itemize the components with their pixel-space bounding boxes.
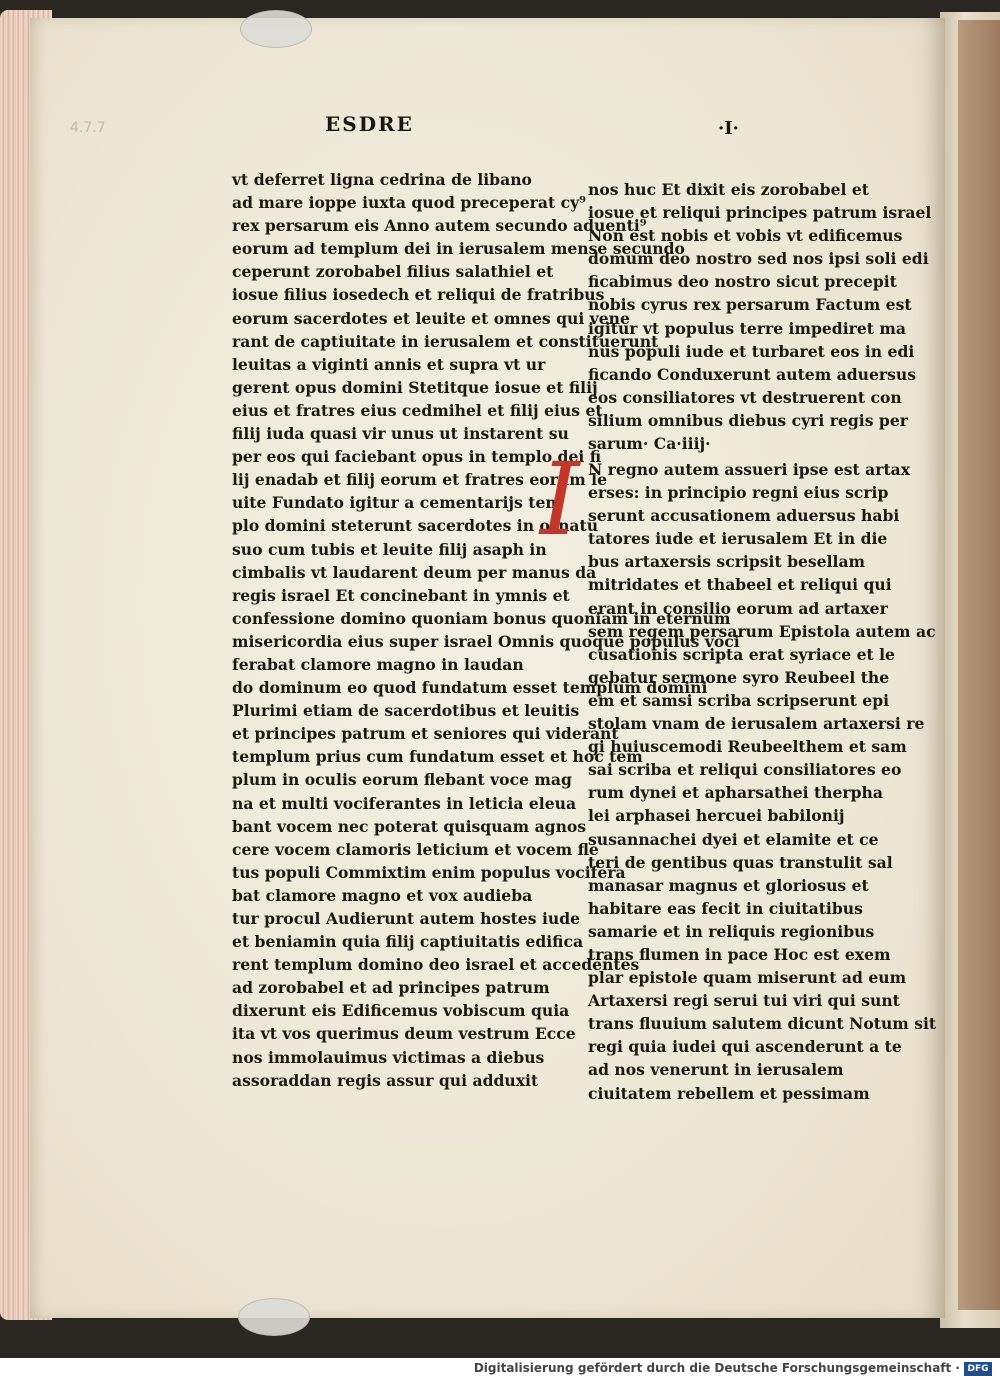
text-line: sai scriba et reliqui consiliatores eo xyxy=(588,760,902,780)
text-line: mitridates et thabeel et reliqui qui xyxy=(588,575,892,595)
text-line: leuitas a viginti annis et supra vt ur xyxy=(232,354,546,374)
text-line: ferabat clamore magno in laudan xyxy=(232,654,524,674)
text-line: nos huc Et dixit eis zorobabel et xyxy=(588,180,869,199)
text-line: Artaxersi regi serui tui viri qui sunt xyxy=(588,991,900,1011)
text-line: sem regem persarum Epistola autem ac xyxy=(588,621,936,641)
text-line: do dominum eo quod fundatum esset templum domini xyxy=(232,678,708,698)
text-line: trans flumen in pace Hoc est exem xyxy=(588,944,891,964)
text-line: rant de captiuitate in ierusalem et constituerunt xyxy=(232,331,659,351)
text-line: ceperunt zorobabel filius salathiel et xyxy=(232,262,554,282)
text-line: tus populi Commixtim enim populus vocifera xyxy=(232,862,626,882)
text-line: cusationis scripta erat syriace et le xyxy=(588,644,895,664)
footer-bar xyxy=(0,1358,1000,1380)
funding-credit: Digitalisierung gefördert durch die Deutsche Forschungsgemeinschaft · xyxy=(473,1361,960,1375)
text-line: ita vt vos querimus deum vestrum Ecce xyxy=(232,1024,576,1044)
text-line: rum dynei et apharsathei therpha xyxy=(588,783,883,803)
text-line: ad mare ioppe iuxta quod preceperat cy⁹ xyxy=(232,193,586,213)
dfg-logo-icon: DFG xyxy=(964,1362,992,1376)
text-line: ad zorobabel et ad principes patrum xyxy=(232,978,550,998)
text-line: plum in oculis eorum flebant voce mag xyxy=(232,770,572,790)
text-line: samarie et in reliquis regionibus xyxy=(588,921,875,941)
text-line: templum prius cum fundatum esset et hoc tem xyxy=(232,747,643,767)
text-line: et principes patrum et seniores qui viderant xyxy=(232,724,619,744)
folio-number: ·I· xyxy=(718,118,739,139)
text-line: misericordia eius super israel Omnis quoque populus voci xyxy=(232,631,740,651)
text-line: rex persarum eis Anno autem secundo aduenti⁹ xyxy=(232,216,647,236)
page-clip-top xyxy=(240,10,312,48)
text-line: Non est nobis et vobis vt edificemus xyxy=(588,226,903,246)
text-line: teri de gentibus quas transtulit sal xyxy=(588,852,893,872)
text-line: gi huiuscemodi Reubeelthem et sam xyxy=(588,737,907,757)
text-line: eos consiliatores vt destruerent con xyxy=(588,387,902,407)
text-line: manasar magnus et gloriosus et xyxy=(588,875,869,895)
text-line: N regno autem assueri ipse est artax xyxy=(588,460,911,479)
text-line: uite Fundato igitur a cementarijs tem xyxy=(232,493,562,513)
text-line: ad nos venerunt in ierusalem xyxy=(588,1060,844,1080)
text-line: lij enadab et filij eorum et fratres eorum le xyxy=(232,470,608,490)
text-line: cere vocem clamoris leticium et vocem fle xyxy=(232,839,599,859)
text-line: per eos qui faciebant opus in templo dei fi xyxy=(232,447,602,467)
text-line: et beniamin quia filij captiuitatis edifica xyxy=(232,932,584,952)
text-line: gebatur sermone syro Reubeel the xyxy=(588,667,890,687)
text-line: eius et fratres eius cedmihel et filij eius et xyxy=(232,400,603,420)
text-line: regi quia iudei qui ascenderunt a te xyxy=(588,1037,902,1057)
rubricated-initial: I xyxy=(540,441,580,558)
text-line: bant vocem nec poterat quisquam agnos xyxy=(232,816,587,836)
text-line: iosue filius iosedech et reliqui de fratribus xyxy=(232,285,605,305)
text-line: tur procul Audierunt autem hostes iude xyxy=(232,909,581,928)
text-line: serunt accusationem aduersus habi xyxy=(588,506,900,526)
pencil-annotation: 4.7.7 xyxy=(70,120,106,136)
text-line: assoraddan regis assur qui adduxit xyxy=(232,1070,539,1090)
text-line: nus populi iude et turbaret eos in edi xyxy=(588,341,915,361)
running-title: ESDRE xyxy=(325,112,414,136)
text-line: gerent opus domini Stetitque iosue et filij xyxy=(232,377,598,397)
text-line: trans fluuium salutem dicunt Notum sit xyxy=(588,1014,937,1034)
binding xyxy=(958,20,1000,1310)
text-line: cimbalis vt laudarent deum per manus da xyxy=(232,562,597,582)
text-line: igitur vt populus terre impediret ma xyxy=(588,318,906,338)
text-line: ficabimus deo nostro sicut precepit xyxy=(588,272,897,292)
text-line: plar epistole quam miserunt ad eum xyxy=(588,968,907,988)
text-line: silium omnibus diebus cyri regis per xyxy=(588,410,908,430)
text-line: plo domini steterunt sacerdotes in ornatu xyxy=(232,516,599,536)
text-line: suo cum tubis et leuite filij asaph in xyxy=(232,539,547,559)
text-line: ciuitatem rebellem et pessimam xyxy=(588,1083,870,1103)
text-line: dixerunt eis Edificemus vobiscum quia xyxy=(232,1001,570,1021)
text-line: stolam vnam de ierusalem artaxersi re xyxy=(588,714,925,734)
text-line: nobis cyrus rex persarum Factum est xyxy=(588,295,912,315)
text-line: em et samsi scriba scripserunt epi xyxy=(588,690,890,710)
text-line: confessione domino quoniam bonus quoniam in eternum xyxy=(232,608,731,628)
text-line: na et multi vociferantes in leticia eleua xyxy=(232,793,577,813)
text-line: eorum sacerdotes et leuite et omnes qui vene xyxy=(232,308,630,328)
text-line: lei arphasei hercuei babilonij xyxy=(588,806,845,826)
text-line: tatores iude et ierusalem Et in die xyxy=(588,529,888,549)
text-line: Plurimi etiam de sacerdotibus et leuitis xyxy=(232,701,580,721)
text-line: habitare eas fecit in ciuitatibus xyxy=(588,898,863,918)
page-clip-bottom xyxy=(238,1298,310,1336)
text-line: eorum ad templum dei in ierusalem mense secundo xyxy=(232,239,685,259)
text-line: iosue et reliqui principes patrum israel xyxy=(588,203,932,223)
text-column-right-top xyxy=(588,178,932,455)
text-line: sarum· Ca·iiij· xyxy=(588,434,711,454)
text-line: filij iuda quasi vir unus ut instarent su xyxy=(232,424,569,444)
text-line: domum deo nostro sed nos ipsi soli edi xyxy=(588,249,929,269)
text-line: erses: in principio regni eius scrip xyxy=(588,483,889,503)
text-line: erant in consilio eorum ad artaxer xyxy=(588,598,888,618)
text-line: bat clamore magno et vox audieba xyxy=(232,885,533,905)
text-line: susannachei dyei et elamite et ce xyxy=(588,829,879,849)
text-line: regis israel Et concinebant in ymnis et xyxy=(232,585,570,605)
text-column-right-bottom xyxy=(588,458,937,1105)
text-line: nos immolauimus victimas a diebus xyxy=(232,1047,545,1067)
text-line: bus artaxersis scripsit besellam xyxy=(588,552,866,572)
text-line: vt deferret ligna cedrina de libano xyxy=(232,170,532,189)
text-line: ficando Conduxerunt autem aduersus xyxy=(588,364,917,384)
text-line: rent templum domino deo israel et accedentes xyxy=(232,955,640,975)
